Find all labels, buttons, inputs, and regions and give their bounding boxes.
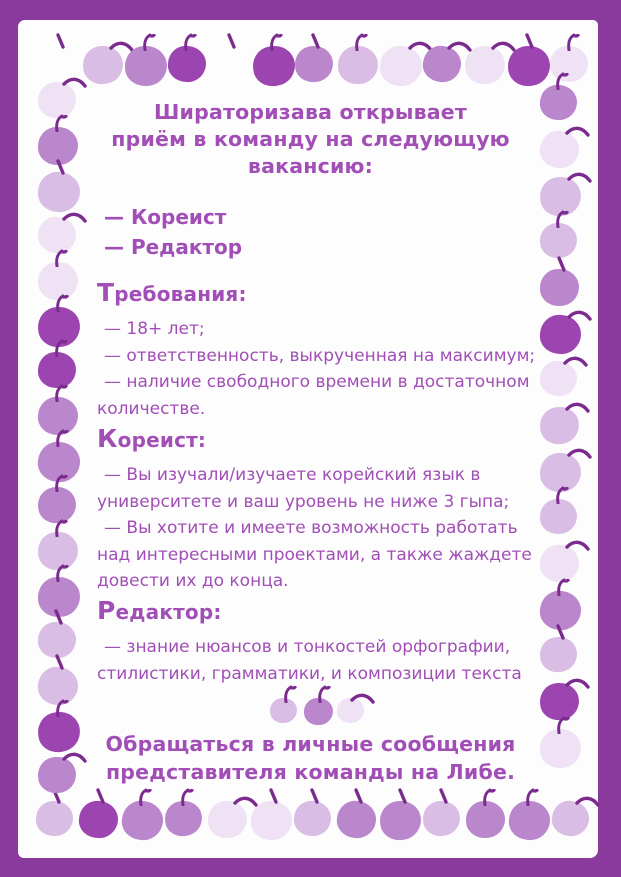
vacancy-item: — Редактор — [104, 235, 243, 259]
section-line: — ответственность, выкрученная на максимум; — [104, 345, 536, 366]
section-line: над интересными проектами, а также жаждете — [97, 544, 532, 565]
section-heading: Кореист: — [97, 424, 207, 453]
poster-title-line: Шираторизава открывает — [154, 100, 467, 124]
section-line: — наличие свободного времени в достаточном — [104, 372, 530, 392]
poster-title — [0, 99, 621, 180]
poster-footer — [0, 730, 621, 786]
poster-footer-line: Обращаться в личные сообщения — [105, 732, 516, 756]
section-heading: Требования: — [97, 278, 247, 307]
poster-footer-line: представителя команды на Либе. — [105, 760, 516, 784]
section — [97, 278, 539, 422]
vacancy-item: — Кореист — [104, 205, 227, 229]
section-line: довести их до конца. — [97, 571, 289, 591]
vacancy-list — [104, 202, 242, 262]
section — [97, 596, 539, 687]
section-line: — Вы хотите и имеете возможность работать — [104, 518, 518, 538]
section-line: университете и ваш уровень не ниже 3 гыпа; — [97, 491, 510, 512]
poster-title-line: вакансию: — [247, 154, 374, 178]
section-line: количестве. — [97, 398, 206, 419]
section-line: — знание нюансов и тонкостей орфографии, — [104, 637, 511, 657]
section-line: — Вы изучали/изучаете корейский язык в — [104, 465, 481, 485]
section — [97, 424, 539, 595]
section-line: стилистики, грамматики, и композиции текста — [97, 663, 522, 684]
section-line: — 18+ лет; — [104, 319, 205, 339]
section-heading: Редактор: — [97, 596, 222, 625]
poster-title-line: приём в команду на следующую — [111, 127, 510, 151]
